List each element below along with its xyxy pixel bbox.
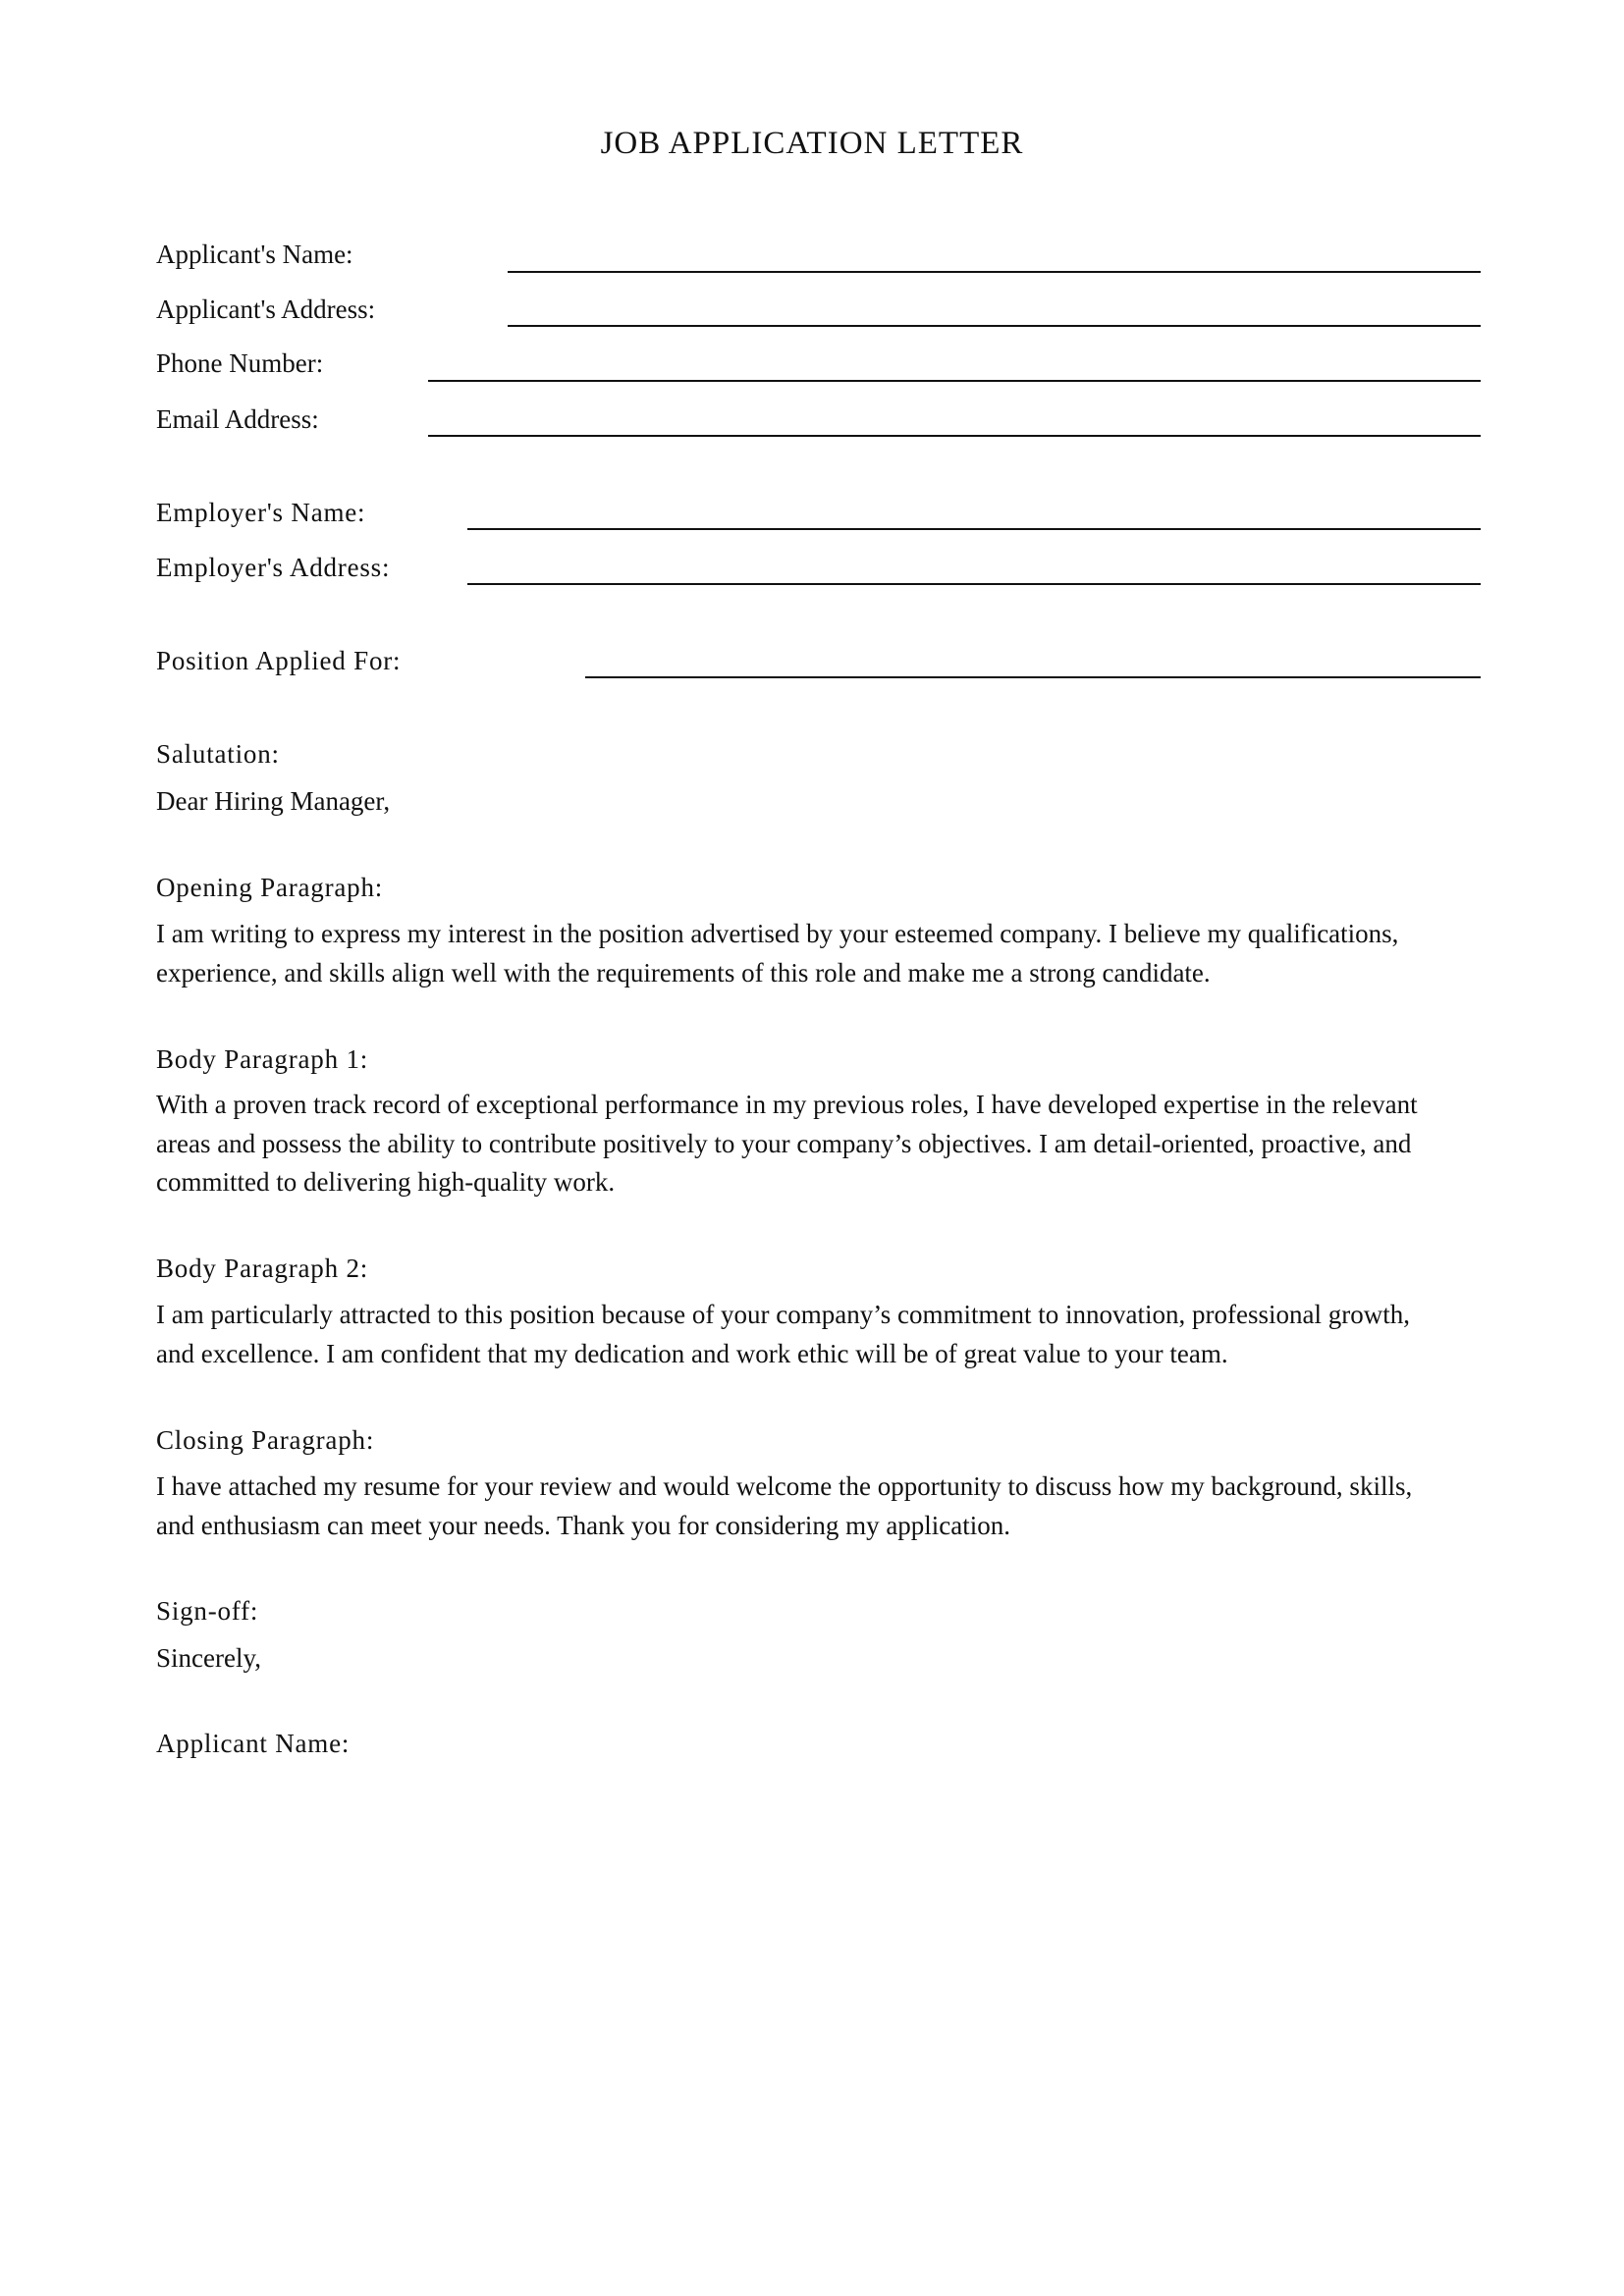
opening-line: experience, and skills align well with the requirements of this role and make me a strong candidate. [156,957,1211,988]
signoff-text: Sincerely, [156,1643,261,1673]
closing-line: and enthusiasm can meet your needs. Thank you for considering my application. [156,1510,1011,1540]
body-paragraph-2-text [156,1296,1491,1373]
body1-line: areas and possess the ability to contribute positively to your company’s objectives. I am detail-oriented, proactive, and [156,1128,1412,1158]
page-title: JOB APPLICATION LETTER [600,126,1024,161]
position-applied-field[interactable] [585,676,1481,678]
email-address-field[interactable] [428,435,1481,437]
salutation-label: Salutation: [156,739,280,769]
closing-paragraph-label: Closing Paragraph: [156,1425,375,1455]
employer-name-label: Employer's Name: [156,498,366,527]
salutation-text: Dear Hiring Manager, [156,786,391,816]
body1-line: With a proven track record of exceptional performance in my previous roles, I have developed expertise in the relevant [156,1090,1418,1119]
body-paragraph-1-text [156,1086,1491,1202]
phone-number-field[interactable] [428,380,1481,382]
applicant-address-field[interactable] [508,325,1481,327]
opening-line: I am writing to express my interest in the position advertised by your esteemed company. I believe my qualifications, [156,919,1399,948]
signoff-label: Sign-off: [156,1596,259,1626]
email-address-label: Email Address: [156,404,319,434]
applicant-signature-label: Applicant Name: [156,1729,351,1758]
applicant-address-label: Applicant's Address: [156,294,376,324]
body-paragraph-2-label: Body Paragraph 2: [156,1254,369,1283]
applicant-name-label: Applicant's Name: [156,240,353,269]
opening-paragraph-text [156,915,1491,992]
employer-address-label: Employer's Address: [156,553,391,582]
phone-number-label: Phone Number: [156,348,324,378]
opening-paragraph-label: Opening Paragraph: [156,873,384,902]
body2-line: I am particularly attracted to this position because of your company’s commitment to innovation, professional growth, [156,1300,1410,1329]
closing-line: I have attached my resume for your review and would welcome the opportunity to discuss how my background, skills, [156,1471,1413,1501]
closing-paragraph-text [156,1468,1491,1545]
applicant-name-field[interactable] [508,271,1481,273]
employer-name-field[interactable] [467,528,1481,530]
body-paragraph-1-label: Body Paragraph 1: [156,1044,369,1074]
body2-line: and excellence. I am confident that my dedication and work ethic will be of great value to your team. [156,1338,1228,1368]
position-applied-label: Position Applied For: [156,646,402,675]
employer-address-field[interactable] [467,583,1481,585]
body1-line: committed to delivering high-quality work. [156,1167,616,1197]
